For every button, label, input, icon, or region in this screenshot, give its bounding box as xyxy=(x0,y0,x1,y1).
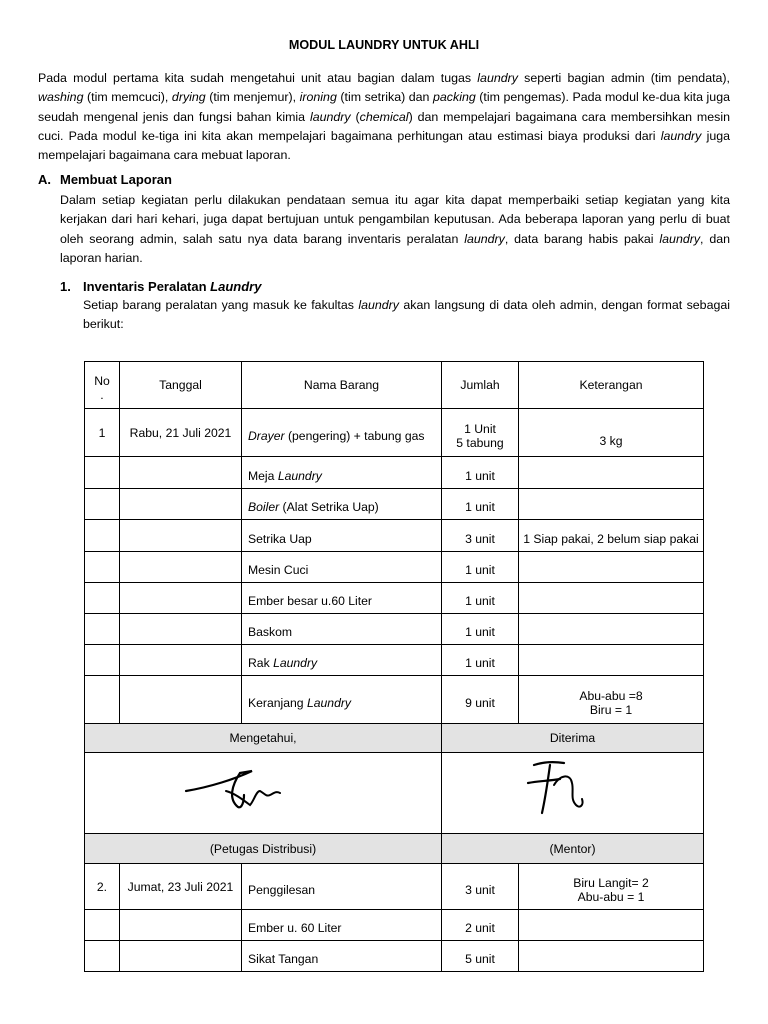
sign-role-row xyxy=(85,834,704,864)
intro-paragraph-run: (tim memcuci), xyxy=(83,90,172,105)
cell-no xyxy=(85,583,120,614)
cell-qty xyxy=(442,645,519,676)
table-row xyxy=(85,614,704,645)
intro-paragraph-run: ironing xyxy=(299,90,337,105)
section-1-title-italic: Laundry xyxy=(210,279,262,294)
cell-note xyxy=(519,614,704,645)
cell-date: Rabu, 21 Juli 2021 xyxy=(120,409,242,457)
qty-line: 2 unit xyxy=(465,921,495,935)
cell-qty xyxy=(442,614,519,645)
qty-line: 9 unit xyxy=(465,695,495,710)
qty-line: 1 unit xyxy=(465,500,495,514)
item-name-run: Rak xyxy=(248,656,274,670)
intro-paragraph-run: seperti bagian admin (tim pendata), xyxy=(517,71,730,85)
item-name-run: Meja xyxy=(248,468,278,483)
section-1-number: 1. xyxy=(60,279,71,294)
intro-paragraph-run: ( xyxy=(350,109,360,124)
section-1-heading xyxy=(60,279,261,294)
cell-no: 2. xyxy=(85,864,120,910)
item-name-run: Laundry xyxy=(273,656,318,670)
intro-paragraph-run: chemical xyxy=(359,109,409,124)
document-title: MODUL LAUNDRY UNTUK AHLI xyxy=(288,38,480,52)
section-1-paragraph-run: akan langsung di data oleh admin, dengan format sebagai berikut: xyxy=(83,298,730,332)
right-signature-cell xyxy=(442,753,704,834)
cell-qty xyxy=(442,457,519,489)
cell-no xyxy=(85,941,120,972)
cell-qty xyxy=(442,864,519,910)
qty-line: 5 unit xyxy=(465,952,495,966)
qty-line: 1 Unit xyxy=(464,421,496,436)
intro-paragraph-run: washing xyxy=(38,90,84,105)
item-name-run: Ember u. 60 Liter xyxy=(248,921,342,935)
cell-item xyxy=(242,614,442,645)
item-name-run: Penggilesan xyxy=(248,882,316,897)
intro-paragraph-run: laundry xyxy=(309,109,351,124)
cell-no xyxy=(85,552,120,583)
intro-paragraph-run: Pada modul pertama kita sudah mengetahui unit atau bagian dalam tugas xyxy=(38,71,478,85)
cell-date xyxy=(120,614,242,645)
section-a-letter: A. xyxy=(38,172,51,187)
known-by-label: Mengetahui, xyxy=(85,724,442,753)
cell-qty xyxy=(442,941,519,972)
cell-no xyxy=(85,676,120,724)
left-signature-image xyxy=(180,761,300,821)
intro-paragraph xyxy=(38,69,730,165)
section-a-paragraph-run: laundry xyxy=(659,231,701,246)
received-label: Diterima xyxy=(442,724,704,753)
table-row xyxy=(85,489,704,520)
sign-label-row xyxy=(85,724,704,753)
qty-line: 5 tabung xyxy=(456,435,504,450)
cell-date xyxy=(120,520,242,552)
cell-date xyxy=(120,489,242,520)
qty-line: 3 unit xyxy=(465,882,495,897)
cell-note xyxy=(519,409,704,457)
cell-date xyxy=(120,552,242,583)
cell-note xyxy=(519,552,704,583)
header-no xyxy=(85,362,120,409)
item-name-run: (pengering) + tabung gas xyxy=(284,428,425,443)
section-1-paragraph xyxy=(83,296,730,335)
section-a-paragraph-run: , dan laporan harian. xyxy=(60,231,730,265)
table-row xyxy=(85,409,704,457)
item-name-run: Drayer xyxy=(248,428,285,443)
cell-no xyxy=(85,614,120,645)
cell-note xyxy=(519,676,704,724)
inventory-table xyxy=(84,361,704,972)
cell-date xyxy=(120,645,242,676)
qty-line: 3 unit xyxy=(465,531,495,546)
cell-date xyxy=(120,910,242,941)
note-line: 3 kg xyxy=(599,433,623,448)
group-2-rows xyxy=(85,864,704,972)
cell-note xyxy=(519,910,704,941)
cell-item xyxy=(242,520,442,552)
cell-date xyxy=(120,457,242,489)
cell-no xyxy=(85,489,120,520)
cell-note xyxy=(519,520,704,552)
cell-no xyxy=(85,910,120,941)
item-name-run: Baskom xyxy=(248,625,293,639)
item-name-run: Boiler xyxy=(248,500,280,514)
note-line: 1 Siap pakai, 2 belum siap pakai xyxy=(523,531,699,546)
section-1-paragraph-run: laundry xyxy=(358,298,399,312)
cell-qty xyxy=(442,910,519,941)
cell-note xyxy=(519,583,704,614)
cell-qty xyxy=(442,489,519,520)
intro-paragraph-run: (tim menjemur), xyxy=(205,90,300,105)
cell-item xyxy=(242,583,442,614)
item-name-run: (Alat Setrika Uap) xyxy=(279,500,379,514)
section-a-paragraph xyxy=(60,191,730,268)
intro-paragraph-run: packing xyxy=(433,90,476,105)
cell-qty xyxy=(442,409,519,457)
intro-paragraph-run: (tim setrika) dan xyxy=(336,90,434,105)
cell-no xyxy=(85,457,120,489)
cell-qty xyxy=(442,552,519,583)
cell-qty xyxy=(442,520,519,552)
left-signature-cell xyxy=(85,753,442,834)
intro-paragraph-run: laundry xyxy=(477,71,518,85)
qty-line: 1 unit xyxy=(465,594,495,608)
intro-paragraph-run: drying xyxy=(171,90,206,105)
header-note: Keterangan xyxy=(519,362,704,409)
table-row xyxy=(85,583,704,614)
note-line: Biru = 1 xyxy=(589,702,633,717)
cell-qty xyxy=(442,583,519,614)
cell-note xyxy=(519,941,704,972)
note-line: Abu-abu =8 xyxy=(579,688,643,703)
table-header-row xyxy=(85,362,704,409)
note-line: Abu-abu = 1 xyxy=(577,889,645,904)
section-a-heading xyxy=(38,172,172,187)
qty-line: 1 unit xyxy=(465,625,495,639)
cell-date xyxy=(120,583,242,614)
section-1-title-plain: Inventaris Peralatan xyxy=(83,279,211,294)
cell-no xyxy=(85,520,120,552)
table-row xyxy=(85,552,704,583)
group-1-rows xyxy=(85,409,704,724)
note-line: Biru Langit= 2 xyxy=(573,875,649,890)
cell-no xyxy=(85,645,120,676)
qty-line: 1 unit xyxy=(465,656,495,670)
section-a-title: Membuat Laporan xyxy=(60,172,172,187)
cell-item xyxy=(242,457,442,489)
table-row xyxy=(85,457,704,489)
section-a-paragraph-run: laundry xyxy=(464,231,505,246)
cell-item xyxy=(242,864,442,910)
signature-block xyxy=(85,724,704,864)
table-row xyxy=(85,941,704,972)
table-row xyxy=(85,520,704,552)
item-name-run: Keranjang xyxy=(248,695,307,710)
cell-date xyxy=(120,941,242,972)
item-name-run: Setrika Uap xyxy=(248,531,312,546)
cell-date: Jumat, 23 Juli 2021 xyxy=(120,864,242,910)
header-qty: Jumlah xyxy=(442,362,519,409)
item-name-run: Mesin Cuci xyxy=(248,563,309,577)
header-item: Nama Barang xyxy=(242,362,442,409)
cell-note xyxy=(519,457,704,489)
table-row xyxy=(85,864,704,910)
cell-item xyxy=(242,552,442,583)
cell-item xyxy=(242,489,442,520)
right-signature-image xyxy=(520,755,600,825)
item-name-run: Sikat Tangan xyxy=(248,952,319,966)
section-1-paragraph-run: Setiap barang peralatan yang masuk ke fakultas xyxy=(83,298,359,312)
table-row xyxy=(85,645,704,676)
cell-note xyxy=(519,645,704,676)
intro-paragraph-run: (tim pengemas). Pada modul ke-dua kita juga seudah mengenal jenis dan fungsi bahan kimia xyxy=(38,90,730,124)
signature-row xyxy=(85,753,704,834)
header-date: Tanggal xyxy=(120,362,242,409)
cell-note xyxy=(519,864,704,910)
header-no-text: No xyxy=(94,374,110,388)
cell-note xyxy=(519,489,704,520)
section-a-paragraph-run: , data barang habis pakai xyxy=(504,231,660,246)
mentor-label: (Mentor) xyxy=(442,834,704,864)
cell-item xyxy=(242,941,442,972)
cell-qty xyxy=(442,676,519,724)
table-row xyxy=(85,676,704,724)
cell-item xyxy=(242,910,442,941)
section-a-paragraph-run: Dalam setiap kegiatan perlu dilakukan pendataan semua itu agar kita dapat memperbaiki setiap kegiatan yang kita kerjakan dari hari kehari, juga dapat bertujuan untuk pengambilan keputusan. Ada beberapa laporan yang perlu di buat oleh seorang admin, salah satu nya data barang inventaris peralatan xyxy=(60,193,730,246)
cell-item xyxy=(242,645,442,676)
intro-paragraph-run: juga mempelajari bagaimana cara mebuat laporan. xyxy=(38,128,730,163)
table-row xyxy=(85,910,704,941)
intro-paragraph-run: ) dan mempelajari bagaimana cara membersihkan mesin cuci. Pada modul ke-tiga ini kita akan mempelajari bagaimana perhitungan atau estimasi biaya produksi dari xyxy=(38,109,730,143)
cell-no: 1 xyxy=(85,409,120,457)
intro-paragraph-run: laundry xyxy=(660,128,702,143)
item-name-run: Laundry xyxy=(306,695,351,710)
qty-line: 1 unit xyxy=(465,563,495,577)
distribution-officer-label: (Petugas Distribusi) xyxy=(85,834,442,864)
cell-date xyxy=(120,676,242,724)
item-name-run: Ember besar u.60 Liter xyxy=(248,594,372,608)
cell-item xyxy=(242,676,442,724)
cell-item xyxy=(242,409,442,457)
item-name-run: Laundry xyxy=(277,468,322,483)
qty-line: 1 unit xyxy=(465,468,495,483)
header-no-dot: . xyxy=(100,388,104,402)
